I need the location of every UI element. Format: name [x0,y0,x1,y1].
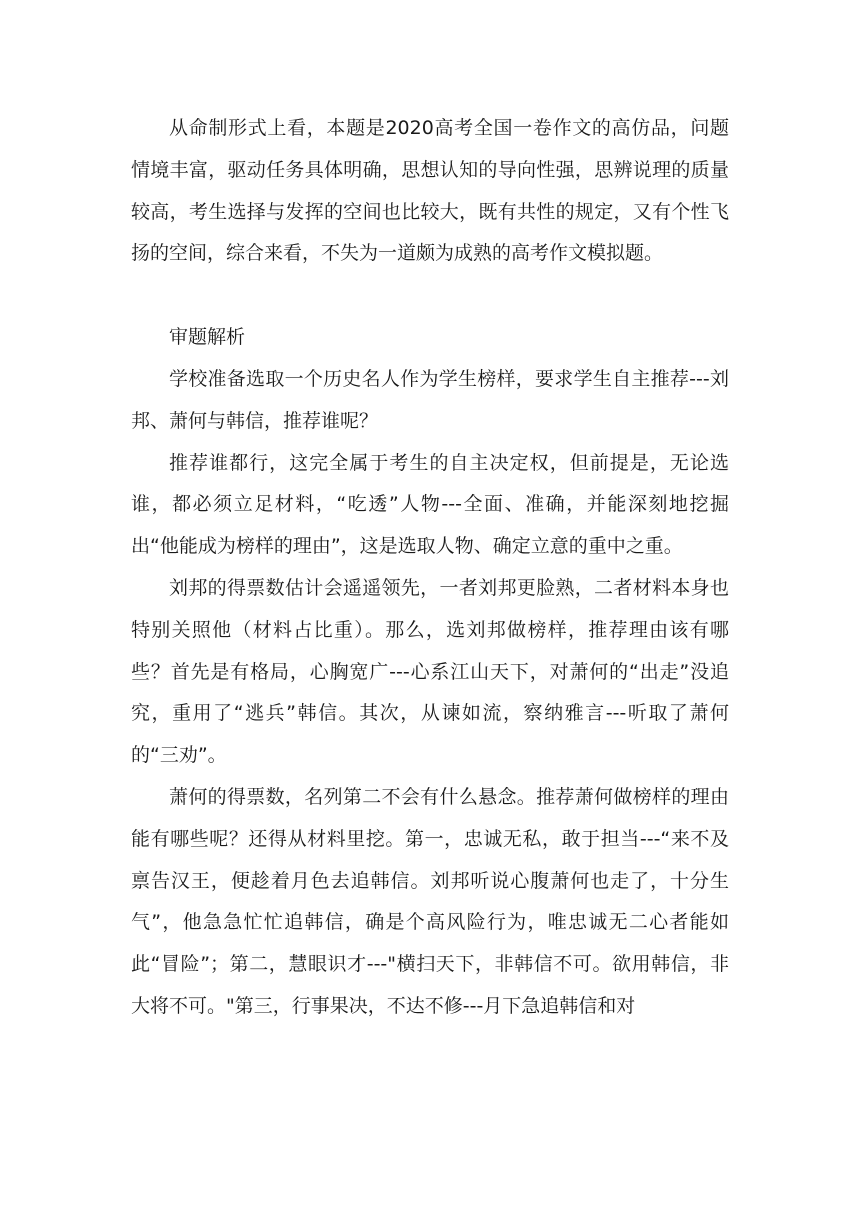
paragraph-gap [131,275,729,317]
body-paragraph-3: 刘邦的得票数估计会遥遥领先，一者刘邦更脸熟，二者材料本身也特别关照他（材料占比重）。那么，选刘邦做榜样，推荐理由该有哪些？首先是有格局，心胸宽广---心系江山天下，对萧何的“出走”没追究，重用了“逃兵”韩信。其次，从谏如流，察纳雅言---听取了萧何的“三劝”。 [131,576,729,767]
body-paragraph-4: 萧何的得票数，名列第二不会有什么悬念。推荐萧何做榜样的理由能有哪些呢？还得从材料里挖。第一，忠诚无私，敢于担当---“来不及禀告汉王，便趁着月色去追韩信。刘邦听说心腹萧何也走了，十分生气”，他急急忙忙追韩信，确是个高风险行为，唯忠诚无二心者能如此“冒险”；第二，慧眼识才---"横扫天下，非韩信不可。欲用韩信，非大将不可。"第三，行事果决，不达不修---月下急追韩信和对 [131,785,729,1017]
body-paragraph-1: 学校准备选取一个历史名人作为学生榜样，要求学生自主推荐---刘邦、萧何与韩信，推荐谁呢？ [131,367,729,432]
document-page [131,108,729,1028]
intro-paragraph: 从命制形式上看，本题是2020高考全国一卷作文的高仿品，问题情境丰富，驱动任务具体明确，思想认知的导向性强，思辨说理的质量较高，考生选择与发挥的空间也比较大，既有共性的规定，又有个性飞扬的空间，综合来看，不失为一道颇为成熟的高考作文模拟题。 [131,117,729,265]
section-heading: 审题解析 [169,326,246,349]
body-paragraph-2: 推荐谁都行，这完全属于考生的自主决定权，但前提是，无论选谁，都必须立足材料，“吃透”人物---全面、准确，并能深刻地挖掘出“他能成为榜样的理由”，这是选取人物、确定立意的重中之重。 [131,451,729,558]
